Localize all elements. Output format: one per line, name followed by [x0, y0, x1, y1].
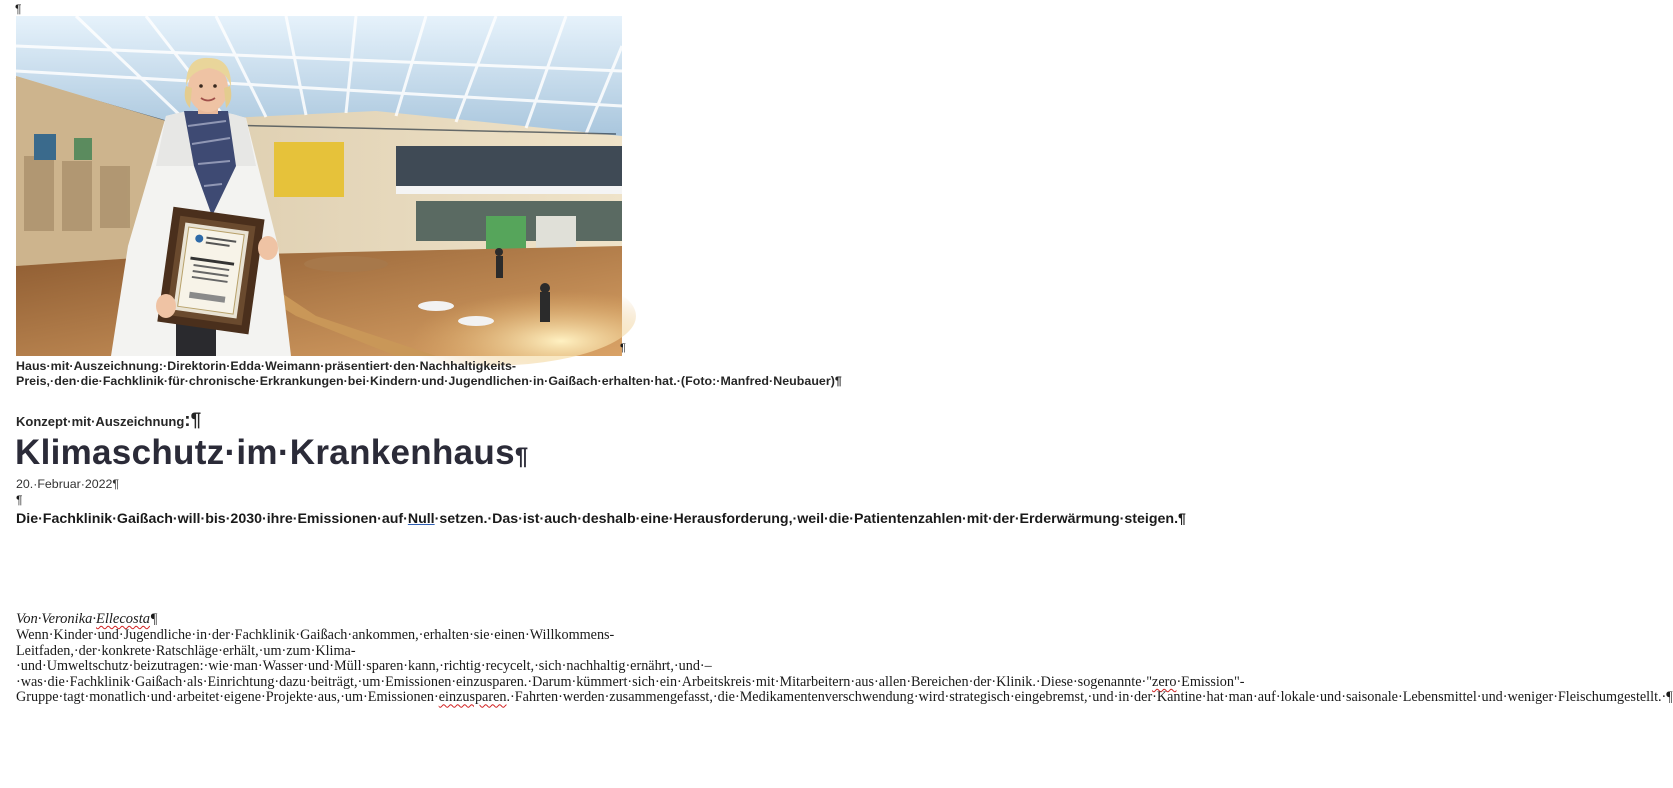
body-misspelled-zero: zero [1152, 673, 1177, 690]
kicker [16, 410, 201, 432]
article-photo [16, 16, 622, 356]
lead-paragraph [16, 510, 1186, 529]
kicker-colon-mark: :¶ [184, 410, 202, 431]
body-part3: .·Fahrten·werden·zusammengefasst,·die·Medikamentenverschwendung·wird·strategisch·eingebremst,·und·in·der·Kantine·hat·man·auf·lokale·und·saisonale·Lebensmittel·und·weniger·Fleischumgestellt.·¶ [506, 689, 1673, 706]
byline-paragraph-mark: ¶ [149, 611, 158, 627]
page-title [15, 432, 529, 478]
paragraph-mark: ¶ [16, 493, 23, 507]
lead-text-after: ·setzen.·Das·ist·auch·deshalb·eine·Herausforderung,·weil·die·Patientenzahlen·mit·der·Erderwärmung·steigen.¶ [434, 511, 1186, 527]
article-date: 20.·Februar·2022¶ [16, 477, 120, 491]
photo-award-presentation-icon [16, 16, 622, 356]
headline-paragraph-mark: ¶ [514, 443, 529, 470]
body-misspelled-einzusparen: einzusparen [438, 689, 507, 706]
paragraph-mark: ¶ [15, 2, 22, 16]
byline-prefix: Von·Veronika· [16, 611, 97, 627]
kicker-text: Konzept·mit·Auszeichnung [16, 414, 185, 429]
body-part1: Wenn·Kinder·und·Jugendliche·in·der·Fachklinik·Gaißach·ankommen,·erhalten·sie·einen·Willkommens-Leitfaden,·der·konkrete·Ratschläge·erhält,·um·zum·Klima-·und·Umweltschutz·beizutragen:·wie·man·Wasser·und·Müll·sparen·kann,·richtig·recycelt,·sich·nachhaltig·ernährt,·und·–·was·die·Fachklinik·Gaißach·als·Einrichtung·dazu·beiträgt,·um·Emissionen·einzusparen.·Darum·kümmert·sich·ein·Arbeitskreis·mit·Mitarbeitern·aus·allen·Bereichen·der·Klinik.·Diese·sogenannte·" [16, 627, 1153, 690]
lead-text-before: Die·Fachklinik·Gaißach·will·bis·2030·ihre·Emissionen·auf· [16, 511, 408, 527]
body-part2: ·Emission"-Gruppe·tagt·monatlich·und·arbeitet·eigene·Projekte·aus,·um·Emissionen· [16, 673, 1245, 706]
lead-underlined-word: Null [407, 511, 435, 527]
paragraph-mark: ¶ [620, 342, 626, 354]
headline-text: Klimaschutz·im·Krankenhaus [15, 433, 515, 472]
byline [16, 611, 158, 628]
photo-caption: Haus·mit·Auszeichnung:·Direktorin·Edda·Weimann·präsentiert·den·Nachhaltigkeits-Preis,·den·die·Fachklinik·für·chronische·Erkrankungen·bei·Kindern·und·Jugendlichen·in·Gaißach·erhalten·hat.·(Foto:·Manfred·Neubauer)¶ [16, 359, 842, 388]
byline-surname: Ellecosta [96, 611, 150, 627]
body-paragraph [16, 627, 1673, 706]
